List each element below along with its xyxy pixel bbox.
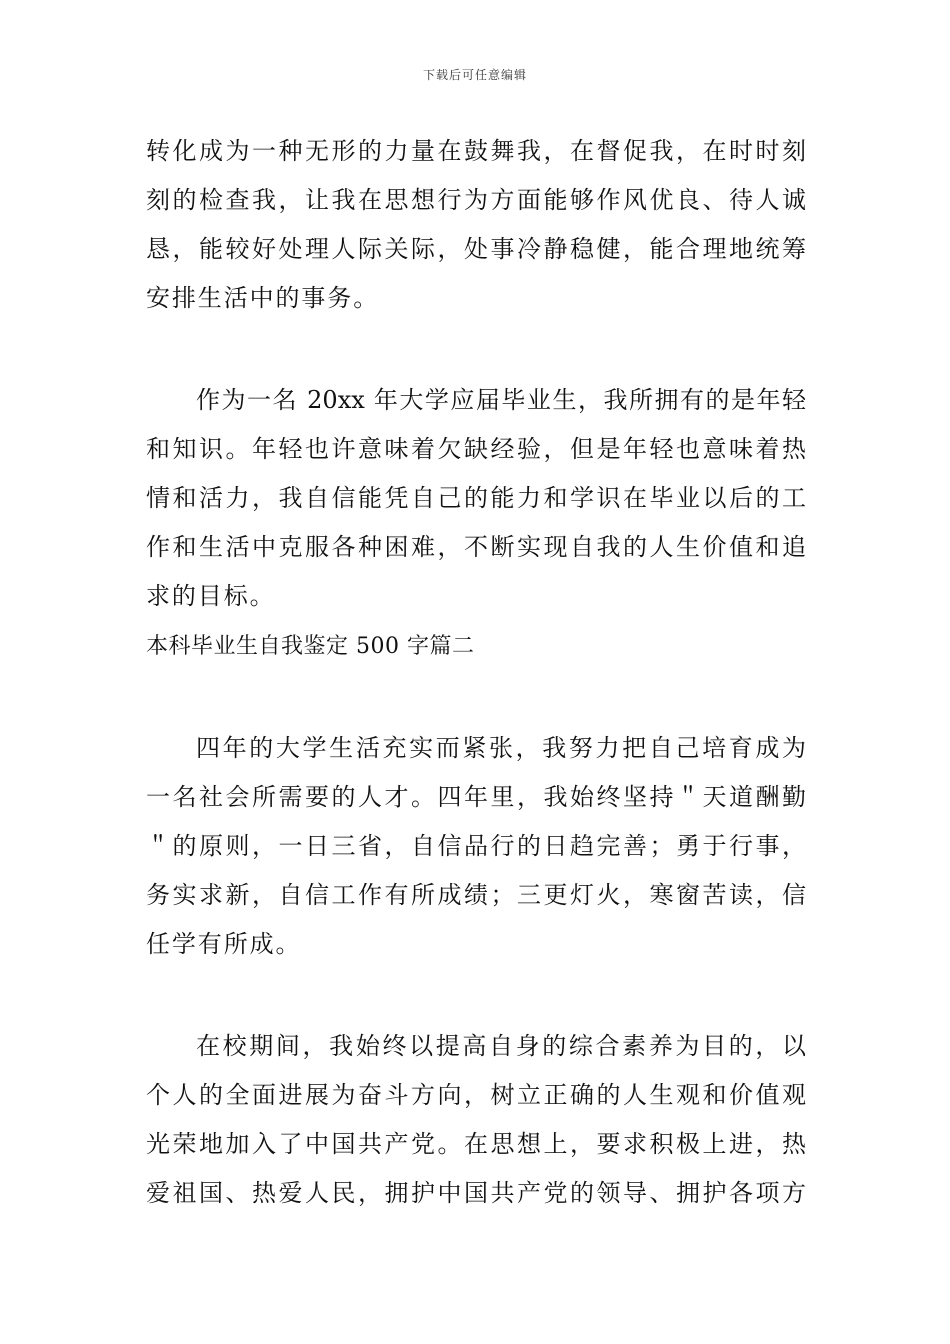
text-line: 作和生活中克服各种困难，不断实现自我的人生价值和追 bbox=[146, 533, 806, 561]
text-line: 安排生活中的事务。 bbox=[146, 284, 380, 312]
text-line: 刻的检查我，让我在思想行为方面能够作风优良、待人诚 bbox=[146, 186, 806, 214]
text-line: 任学有所成。 bbox=[146, 930, 302, 958]
text-line: 恳，能较好处理人际关际，处事冷静稳健，能合理地统筹 bbox=[146, 235, 806, 263]
text-line: 光荣地加入了中国共产党。在思想上，要求积极上进，热 bbox=[146, 1130, 806, 1158]
text-line: 爱祖国、热爱人民，拥护中国共产党的领导、拥护各项方 bbox=[146, 1179, 806, 1207]
text-line: 在校期间，我始终以提高自身的综合素养为目的，以 bbox=[196, 1032, 806, 1060]
header-note: 下载后可任意编辑 bbox=[422, 68, 527, 82]
text-line: ＂的原则，一日三省，自信品行的日趋完善；勇于行事， bbox=[146, 832, 806, 860]
text-line: 作为一名 20xx 年大学应届毕业生，我所拥有的是年轻 bbox=[196, 386, 806, 414]
section-heading: 本科毕业生自我鉴定 500 字篇二 bbox=[146, 634, 475, 659]
text-line: 情和活力，我自信能凭自己的能力和学识在毕业以后的工 bbox=[146, 484, 806, 512]
text-line: 和知识。年轻也许意味着欠缺经验，但是年轻也意味着热 bbox=[146, 435, 806, 463]
text-line: 四年的大学生活充实而紧张，我努力把自己培育成为 bbox=[196, 734, 806, 762]
text-line: 务实求新，自信工作有所成绩；三更灯火，寒窗苦读，信 bbox=[146, 881, 806, 909]
text-line: 求的目标。 bbox=[146, 582, 276, 610]
text-line: 一名社会所需要的人才。四年里，我始终坚持＂天道酬勤 bbox=[146, 783, 806, 811]
text-line: 转化成为一种无形的力量在鼓舞我，在督促我，在时时刻 bbox=[146, 137, 806, 165]
text-line: 个人的全面进展为奋斗方向，树立正确的人生观和价值观 bbox=[146, 1081, 806, 1109]
